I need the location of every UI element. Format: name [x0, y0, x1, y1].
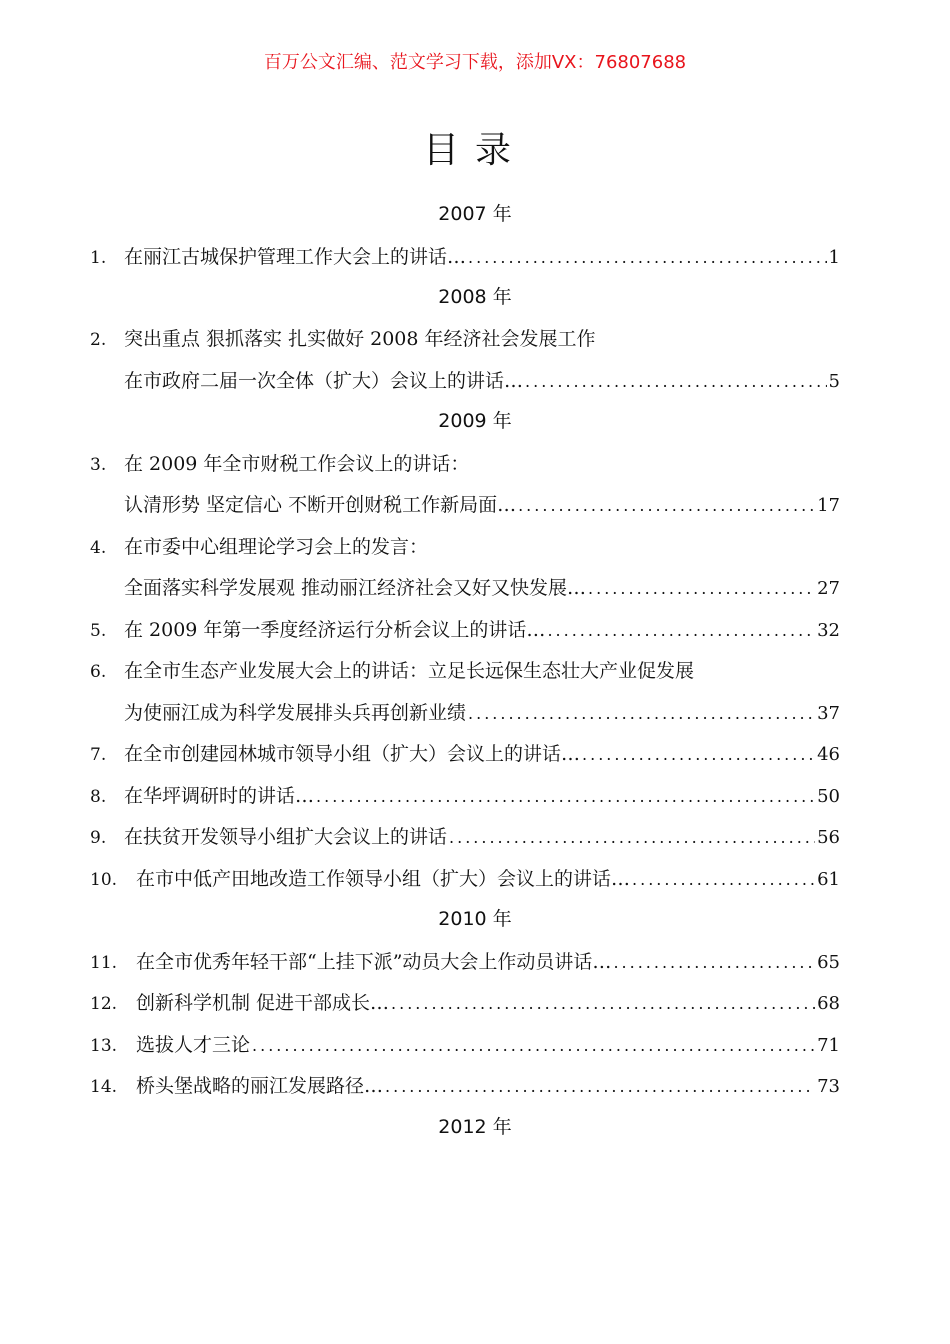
- entry-title: 在丽江古城保护管理工作大会上的讲话…: [124, 246, 467, 268]
- entry-number: 13.: [90, 1036, 118, 1056]
- entry-number: 3.: [90, 455, 107, 475]
- dot-leader: [525, 368, 827, 396]
- entry-title: 在市中低产田地改造工作领导小组（扩大）会议上的讲话…: [136, 868, 631, 890]
- entry-title: 在华坪调研时的讲话…: [124, 785, 315, 807]
- dot-leader: [391, 990, 815, 1018]
- toc-entry-14[interactable]: [90, 1072, 840, 1100]
- page-title: 目录: [422, 130, 527, 171]
- entry-number: 10.: [90, 870, 118, 890]
- dot-leader: [613, 949, 815, 977]
- entry-number: 4.: [90, 538, 107, 558]
- dot-leader: [385, 1073, 815, 1101]
- toc-entry-6[interactable]: [90, 657, 840, 685]
- toc-entry-1[interactable]: [90, 243, 840, 271]
- entry-number: 8.: [90, 787, 107, 807]
- toc-entry-2[interactable]: [90, 325, 840, 353]
- toc-entry-8[interactable]: [90, 782, 840, 810]
- entry-number: 11.: [90, 953, 118, 973]
- entry-title: 在扶贫开发领导小组扩大会议上的讲话: [124, 826, 448, 848]
- entry-title-cont: 在市政府二届一次全体（扩大）会议上的讲话…: [124, 370, 524, 392]
- entry-page: 5: [828, 371, 840, 392]
- entry-number: 9.: [90, 828, 107, 848]
- year-heading-2009: 2009 年: [438, 410, 512, 432]
- entry-title: 在市委中心组理论学习会上的发言：: [124, 536, 429, 558]
- dot-leader: [632, 866, 815, 894]
- dot-leader: [316, 783, 815, 811]
- dot-leader: [547, 617, 815, 645]
- entry-page: 50: [817, 786, 840, 807]
- toc-entry-11[interactable]: [90, 948, 840, 976]
- toc-entry-6-cont[interactable]: [90, 699, 840, 727]
- toc-entry-7[interactable]: [90, 740, 840, 768]
- toc-entry-2-cont[interactable]: [90, 367, 840, 395]
- entry-title: 选拔人才三论: [136, 1034, 251, 1056]
- entry-number: 6.: [90, 662, 107, 682]
- toc-entry-9[interactable]: [90, 823, 840, 851]
- dot-leader: [518, 492, 815, 520]
- entry-title: 桥头堡战略的丽江发展路径…: [136, 1075, 384, 1097]
- toc-entry-4[interactable]: [90, 533, 840, 561]
- entry-page: 68: [817, 993, 840, 1014]
- dot-leader: [449, 824, 815, 852]
- entry-title: 在全市生态产业发展大会上的讲话：立足长远保生态壮大产业促发展: [124, 660, 695, 682]
- entry-page: 73: [817, 1076, 840, 1097]
- entry-page: 71: [817, 1035, 840, 1056]
- year-heading-2012: 2012 年: [438, 1116, 512, 1138]
- entry-page: 46: [817, 744, 840, 765]
- toc-entry-13[interactable]: [90, 1031, 840, 1059]
- dot-leader: [582, 741, 815, 769]
- dot-leader: [252, 1032, 815, 1060]
- entry-title-cont: 全面落实科学发展观 推动丽江经济社会又好又快发展…: [124, 577, 587, 599]
- entry-title: 突出重点 狠抓落实 扎实做好 2008 年经济社会发展工作: [124, 328, 596, 350]
- entry-number: 1.: [90, 248, 107, 268]
- toc-entry-12[interactable]: [90, 989, 840, 1017]
- entry-number: 12.: [90, 994, 118, 1014]
- dot-leader: [468, 700, 815, 728]
- entry-number: 14.: [90, 1077, 118, 1097]
- entry-page: 32: [817, 620, 840, 641]
- toc-entry-5[interactable]: [90, 616, 840, 644]
- entry-title: 在全市优秀年轻干部“上挂下派”动员大会上作动员讲话…: [136, 951, 612, 973]
- toc-entry-4-cont[interactable]: [90, 574, 840, 602]
- entry-page: 56: [817, 827, 840, 848]
- watermark-banner: 百万公文汇编、范文学习下载，添加VX：76807688: [263, 52, 687, 73]
- entry-number: 7.: [90, 745, 107, 765]
- year-heading-2010: 2010 年: [438, 908, 512, 930]
- entry-page: 37: [817, 703, 840, 724]
- entry-page: 61: [817, 869, 840, 890]
- entry-title: 在全市创建园林城市领导小组（扩大）会议上的讲话…: [124, 743, 581, 765]
- entry-title-cont: 为使丽江成为科学发展排头兵再创新业绩: [124, 702, 467, 724]
- entry-page: 27: [817, 578, 840, 599]
- entry-number: 2.: [90, 330, 107, 350]
- dot-leader: [468, 244, 827, 272]
- toc-entry-3[interactable]: [90, 450, 840, 478]
- dot-leader: [588, 575, 815, 603]
- year-heading-2007: 2007 年: [438, 203, 512, 225]
- entry-title: 在 2009 年第一季度经济运行分析会议上的讲话…: [124, 619, 546, 641]
- entry-page: 17: [817, 495, 840, 516]
- entry-title-cont: 认清形势 坚定信心 不断开创财税工作新局面…: [124, 494, 517, 516]
- toc-entry-3-cont[interactable]: [90, 491, 840, 519]
- toc-entry-10[interactable]: [90, 865, 840, 893]
- entry-page: 65: [817, 952, 840, 973]
- year-heading-2008: 2008 年: [438, 286, 512, 308]
- entry-number: 5.: [90, 621, 107, 641]
- entry-title: 在 2009 年全市财税工作会议上的讲话：: [124, 453, 470, 475]
- entry-page: 1: [828, 247, 840, 268]
- entry-title: 创新科学机制 促进干部成长…: [136, 992, 390, 1014]
